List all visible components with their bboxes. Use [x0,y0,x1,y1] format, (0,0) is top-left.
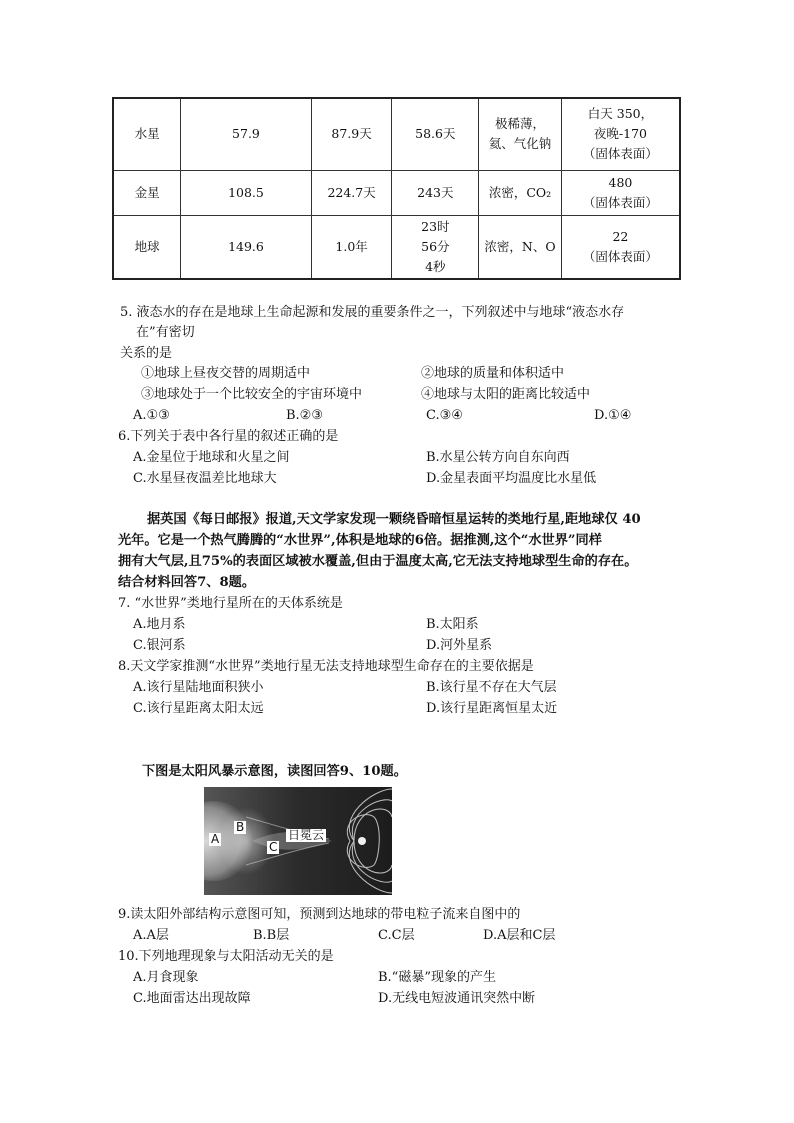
q5-option-2: ②地球的质量和体积适中 [421,366,565,381]
q6-choice-b: B.水星公转方向自东向西 [426,450,570,465]
cell-line: （固体表面） [582,194,658,210]
q10-choice-c: C.地面雷达出现故障 [133,991,251,1006]
q9-choice-b: B.B层 [253,928,290,943]
q5-stem-line2: 在”有密切 [136,325,195,340]
q8-choice-d: D.该行星距离恒星太近 [426,701,558,716]
cell-line: （固体表面） [582,146,658,162]
q5-choice-c: C.③④ [426,408,463,423]
planet-name: 地球 [113,215,181,279]
cell-line: 23时 [421,218,450,234]
distance-cell: 149.6 [181,215,312,279]
temperature-cell [561,215,680,279]
cell-line: 浓密，CO₂ [488,184,552,200]
atmosphere-cell [479,170,562,215]
distance-cell: 57.9 [181,98,312,170]
cell-line: 480 [608,174,633,190]
cell-line: 氦、气化钠 [488,136,552,152]
passage-line4: 结合材料回答7、8题。 [118,575,256,590]
label-b: B [236,820,245,834]
q9-choice-c: C.C层 [378,928,415,943]
table-row [113,170,680,215]
cell-line: 56分 [421,238,450,254]
q8-choice-b: B.该行星不存在大气层 [426,680,557,695]
orbit-cell: 224.7天 [311,170,392,215]
cell-line: 22 [612,228,629,244]
q5-choice-b: B.②③ [286,408,323,423]
rotation-cell: 243天 [392,170,479,215]
q7-choice-a: A.地月系 [133,617,186,632]
q5-option-3: ③地球处于一个比较安全的宇宙环境中 [141,387,363,402]
cell-line: 白天 350， [587,106,654,122]
atmosphere-cell [479,215,562,279]
q7-choice-c: C.银河系 [133,638,186,653]
planet-table [112,97,681,280]
rotation-cell: 58.6天 [392,98,479,170]
q10-choice-b: B.“磁暴”现象的产生 [378,970,496,985]
q5-stem-line3: 关系的是 [120,346,173,361]
q5-option-4: ④地球与太阳的距离比较适中 [421,387,591,402]
cell-line: （固体表面） [582,248,658,264]
cell-line: 夜晚-170 [593,126,647,142]
q9-stem: 9.读太阳外部结构示意图可知，预测到达地球的带电粒子流来自图中的 [118,907,521,922]
table-row [113,98,680,170]
q7-choice-d: D.河外星系 [426,638,493,653]
table-row [113,215,680,279]
planet-name: 水星 [113,98,181,170]
q5-choice-d: D.①④ [594,408,632,423]
q9-choice-a: A.A层 [133,928,169,943]
cell-line: 极稀薄， [495,116,546,132]
figure-intro: 下图是太阳风暴示意图，读图回答9、10题。 [142,764,407,779]
q6-choice-c: C.水星昼夜温差比地球大 [133,471,277,486]
q10-choice-a: A.月食现象 [133,970,199,985]
label-c: C [269,840,278,854]
q8-choice-c: C.该行星距离太阳太远 [133,701,264,716]
q10-choice-d: D.无线电短波通讯突然中断 [378,991,536,1006]
passage-line3: 拥有大气层,且75%的表面区域被水覆盖,但由于温度太高,它无法支持地球型生命的存在。 [118,554,638,569]
q7-stem: 7. “水世界”类地行星所在的天体系统是 [118,596,343,611]
solar-storm-diagram [204,787,392,895]
orbit-cell: 1.0年 [311,215,392,279]
q5-choice-a: A.①③ [133,408,170,423]
cell-line: 浓密，N、O [484,238,556,254]
distance-cell: 108.5 [181,170,312,215]
q6-stem: 6.下列关于表中各行星的叙述正确的是 [118,429,339,444]
q5-stem-line1: 5. 液态水的存在是地球上生命起源和发展的重要条件之一，下列叙述中与地球“液态水存 [120,305,625,320]
cell-line: 4秒 [425,258,446,274]
label-a: A [211,832,220,846]
q6-choice-d: D.金星表面平均温度比水星低 [426,471,597,486]
temperature-cell [561,170,680,215]
passage-line1: 据英国《每日邮报》报道,天文学家发现一颗绕昏暗恒星运转的类地行星,距地球仅 40 [147,512,641,527]
q8-stem: 8.天文学家推测“水世界”类地行星无法支持地球型生命存在的主要依据是 [118,659,534,674]
q9-choice-d: D.A层和C层 [483,928,556,943]
q5-option-1: ①地球上昼夜交替的周期适中 [141,366,311,381]
earth [358,837,366,845]
q7-choice-b: B.太阳系 [426,617,479,632]
orbit-cell: 87.9天 [311,98,392,170]
q10-stem: 10.下列地理现象与太阳活动无关的是 [118,949,334,964]
cme-cloud-label: 日冕云 [288,828,325,842]
rotation-cell [392,215,479,279]
q8-choice-a: A.该行星陆地面积狭小 [133,680,264,695]
q6-choice-a: A.金星位于地球和火星之间 [133,450,290,465]
atmosphere-cell [479,98,562,170]
temperature-cell [561,98,680,170]
planet-name: 金星 [113,170,181,215]
passage-line2: 光年。它是一个热气腾腾的“水世界”,体积是地球的6倍。据推测,这个“水世界”同样 [118,533,602,548]
